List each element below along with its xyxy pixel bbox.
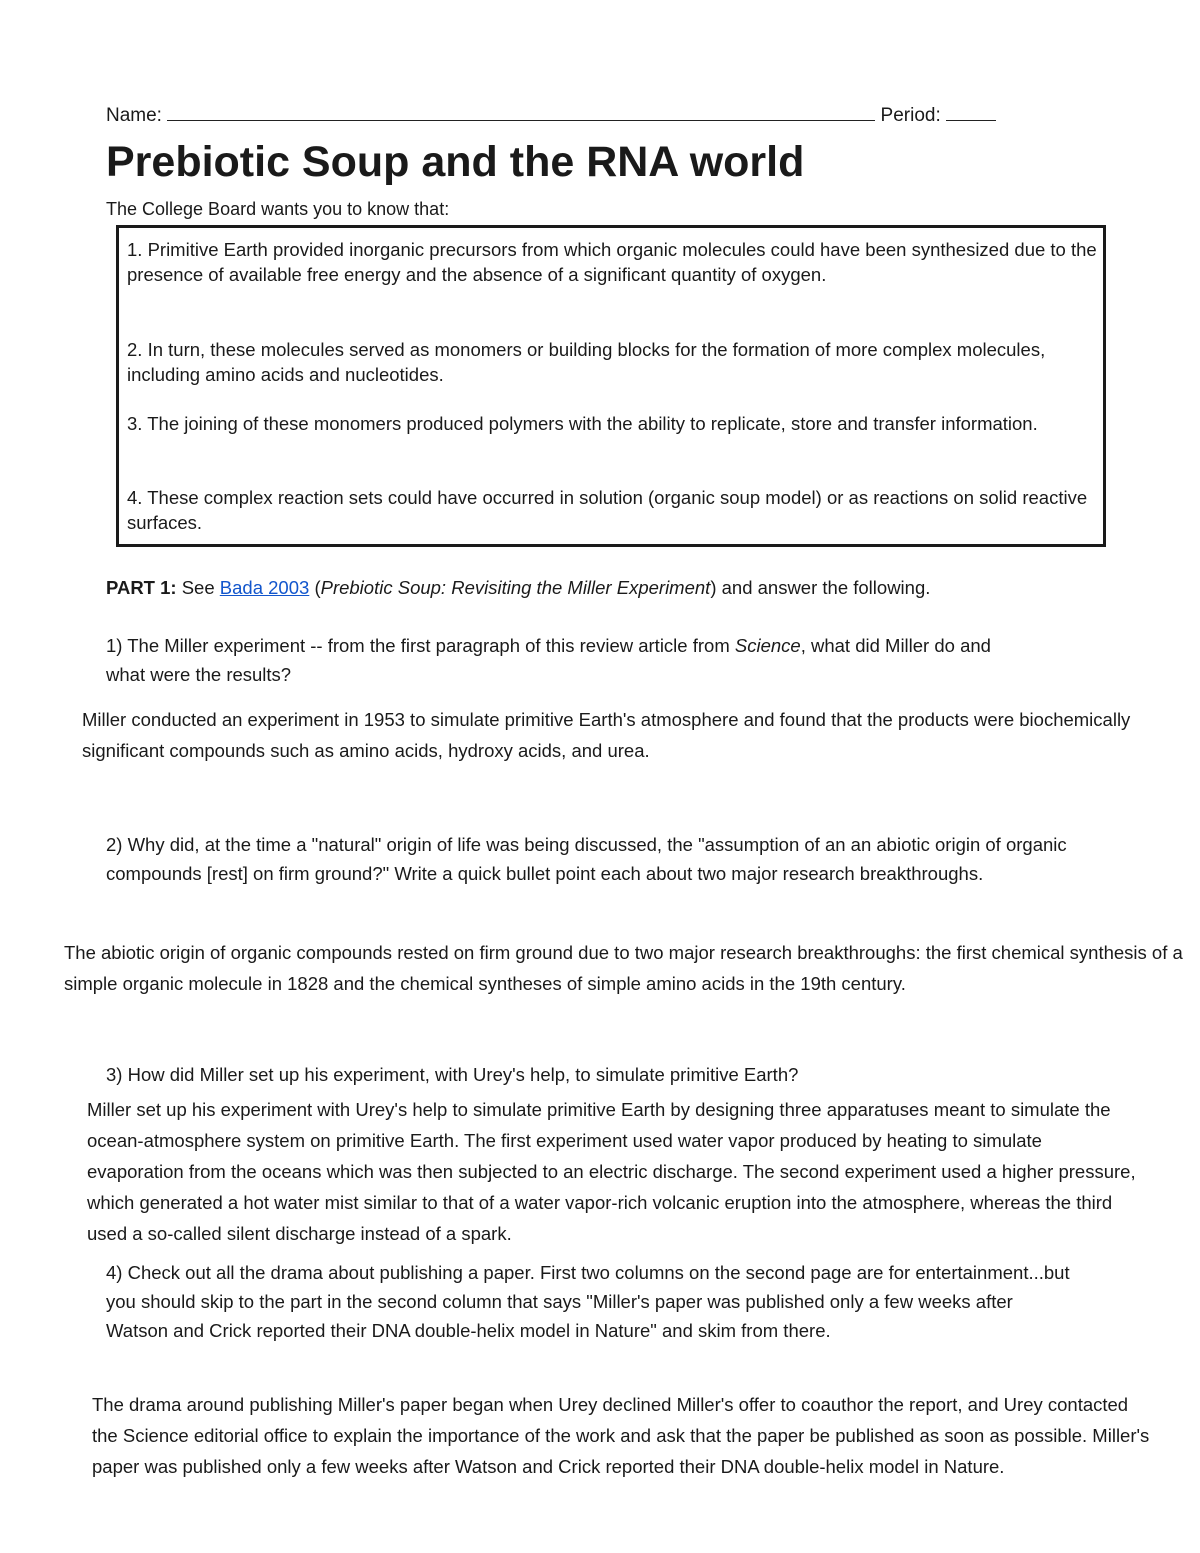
period-label: Period: [880,105,941,126]
article-title: Prebiotic Soup: Revisiting the Miller Experiment [320,577,711,598]
period-blank[interactable] [946,104,996,121]
part1-tail: ) and answer the following. [710,577,931,598]
answer-3: Miller set up his experiment with Urey's help to simulate primitive Earth by designing three apparatuses meant to simulate the ocean-atmosphere system on primitive Earth. The first experiment used water vapor produced by heating to simulate evaporation from the oceans which was then subjected to an electric discharge. The second experiment used a higher pressure, which generated a hot water mist similar to that of a water vapor-rich volcanic eruption into the atmosphere, whereas the third used a so-called silent discharge instead of a spark. [87,1099,1136,1244]
answer-1: Miller conducted an experiment in 1953 to simulate primitive Earth's atmosphere and found that the products were biochemically significant compounds such as amino acids, hydroxy acids, and urea. [82,709,1131,761]
part1-label: PART 1: [106,577,177,598]
journal-name: Science [734,635,801,656]
part1-see: See [181,577,215,598]
answer-2: The abiotic origin of organic compounds rested on firm ground due to two major research breakthroughs: the first chemical synthesis of a simple organic molecule in 1828 and the chemical syntheses of simple amino acids in the 19th century. [64,942,1183,994]
intro-text: The College Board wants you to know that: [106,199,450,219]
question-4: 4) Check out all the drama about publishing a paper. First two columns on the second page are for entertainment...but you should skip to the part in the second column that says "Miller's paper was published only a few weeks after Watson and Crick reported their DNA double-helix model in Nature" and skim from there. [106,1262,1070,1341]
objective-2: 2. In turn, these molecules served as monomers or building blocks for the formation of more complex molecules, including amino acids and nucleotides. [127,339,1046,385]
name-period-line [106,104,996,127]
objective-1: 1. Primitive Earth provided inorganic precursors from which organic molecules could have been synthesized due to the presence of available free energy and the absence of a significant quantity of oxygen. [127,239,1097,285]
objective-4: 4. These complex reaction sets could have occurred in solution (organic soup model) or as reactions on solid reactive surfaces. [127,487,1088,533]
question-2: 2) Why did, at the time a "natural" origin of life was being discussed, the "assumption of an an abiotic origin of organic compounds [rest] on firm ground?" Write a quick bullet point each about two major research breakthroughs. [106,834,1067,884]
name-blank[interactable] [167,104,875,121]
question-1-tail: , what did Miller do and what were the results? [106,635,991,685]
part1-heading [106,577,930,599]
part1-paren-open: ( [314,577,321,598]
name-label: Name: [106,105,162,126]
question-3: 3) How did Miller set up his experiment, with Urey's help, to simulate primitive Earth? [106,1064,799,1085]
objective-3: 3. The joining of these monomers produced polymers with the ability to replicate, store and transfer information. [127,413,1038,434]
question-1 [106,631,1026,689]
page-title: Prebiotic Soup and the RNA world [106,138,805,186]
question-1-text: 1) The Miller experiment -- from the first paragraph of this review article from [106,635,730,656]
answer-4: The drama around publishing Miller's paper began when Urey declined Miller's offer to coauthor the report, and Urey contacted the Science editorial office to explain the importance of the work and ask that the paper be published as soon as possible. Miller's paper was published only a few weeks after Watson and Crick reported their DNA double-helix model in Nature. [92,1394,1150,1477]
bada-2003-link[interactable]: Bada 2003 [219,577,310,598]
